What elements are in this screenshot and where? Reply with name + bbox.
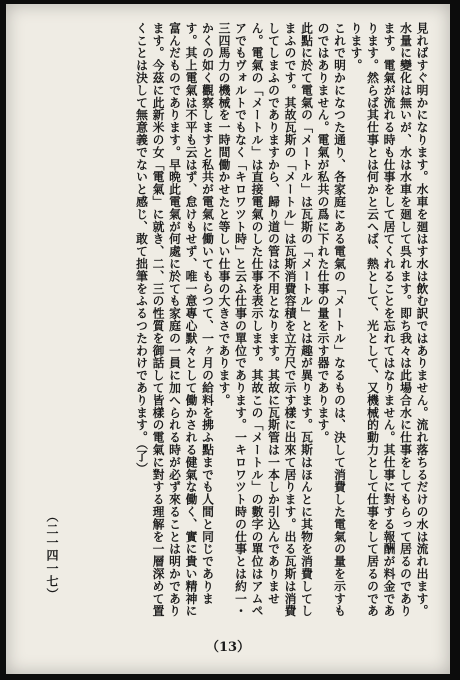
paragraph: これで明かになつた通り、各家庭にある電氣の「メートル」なるものは、決して消費した電氣の量を示すものではありません。電氣が私共の爲に下れた仕事の量を示す器であります。 xyxy=(316,22,347,618)
paragraph: 見ればすぐ明かになります。水車を廻はす水は飲む訳ではありません。流れ落ちるだけの水は流れ出ます。水量に變化は無いが、水は水車を廻して呉れます。即ち我々は此場合水に仕事をしてもらって居るのであります。電氣が流れる時も仕事をして居てくれることを忘れてはなりません。其仕事に對する報酬が料金であります。然らば其仕事とは何かと云へば、熱として、光として、又機械的動力として仕事をして居るのであります。 xyxy=(349,22,429,618)
body-text xyxy=(30,22,430,622)
document-page xyxy=(6,4,450,674)
paragraph: 此點に於て電氣の「メートル」は瓦斯の「メートル」とは趣が異ります。瓦斯はほんとに其物を消費してしまふのです。其故瓦斯の「メートル」は瓦斯消費容積を立方尺で示す樣に出來て居ります。出る瓦斯は消費してしまふのでありますから、歸り道の管は不用となります。其故に瓦斯管は一本しか引込んでありません。電氣の「メートル」は直接電氣のした仕事を表示します。其故この「メートル」の數字の單位はアムペアでもヴォルトでもなく「キロワツト時」と云ふ仕事の單位であります。一キロワツト時の仕事とは約一・三四馬力の機械を一時間働かせたと等しい仕事の大きさであります。 xyxy=(217,22,314,618)
date-mark: （二一四一七） xyxy=(45,510,59,601)
page-number: （13） xyxy=(205,640,251,655)
paragraph: かくの如く觀察しますと私共が電氣に働いてもらつて、一ヶ月の給料を拂ふ點までも人間と同じであります。其上電氣は不平も云はず、怠けもせず、唯一意專心默々として働かされる健氣な働く、實に貴い精神に富んだものであります。早晩此電氣が何處に於ても家庭の一員に加へられる時が必ず來ることは明かであります。今茲に此新米の女「電氣」に就き、二、三の性質を御話して皆樣の電氣に對する理解を一層深めて置くことは決して無意義でないと感じ、敢て拙筆をふるつたわけであります。（了） xyxy=(134,22,215,618)
